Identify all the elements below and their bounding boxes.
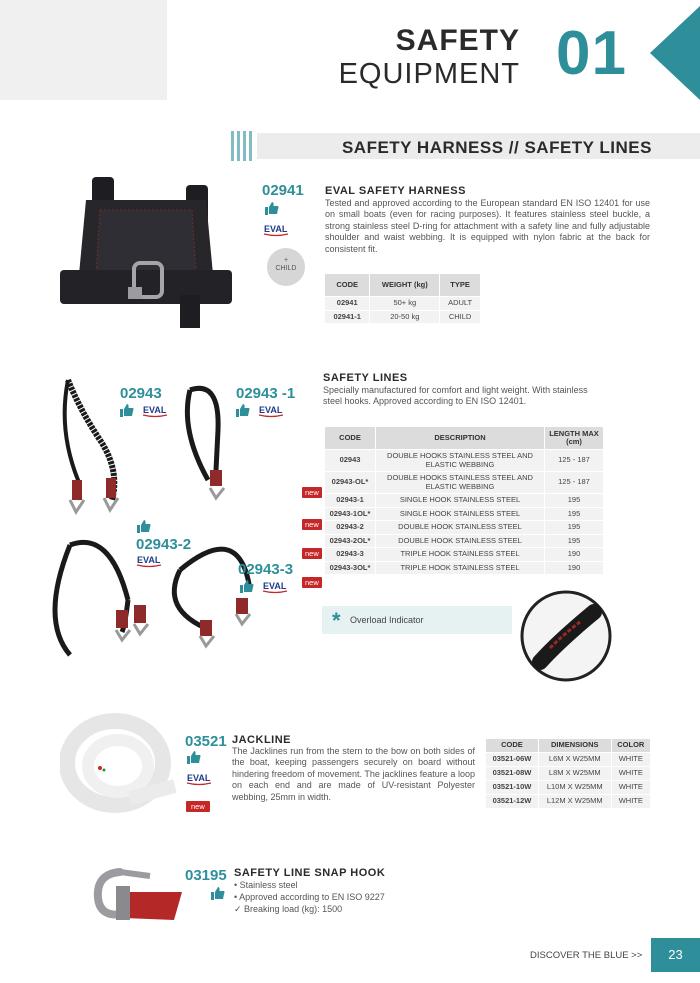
table-row: 02943-3 TRIPLE HOOK STAINLESS STEEL 190 bbox=[325, 548, 603, 561]
snap-hook-bullet-2: • Approved according to EN ISO 9227 bbox=[234, 892, 385, 902]
table-row: 03521-08W L8M X W25MM WHITE bbox=[486, 767, 650, 780]
banner-stripes bbox=[231, 131, 253, 161]
footer-tagline: DISCOVER THE BLUE >> bbox=[530, 950, 643, 961]
thumbs-up-icon bbox=[240, 579, 254, 593]
safety-lines-title: SAFETY LINES bbox=[323, 372, 408, 384]
line-code-02943-3: 02943-3 bbox=[238, 561, 294, 578]
safety-lines-table bbox=[324, 426, 604, 575]
thumbs-up-icon bbox=[120, 403, 134, 417]
jackline-description: The Jacklines run from the stern to the bow on both sides of the boat, keeping passengers securely on board without hindering freedom of movement. The jacklines feature a loop on each end and are made of UV-resistant Polyester webbing, 25mm in width. bbox=[232, 746, 475, 802]
eval-logo bbox=[263, 222, 289, 242]
thumbs-up-icon bbox=[137, 519, 151, 533]
eval-logo bbox=[262, 579, 288, 599]
harness-th-type: TYPE bbox=[440, 274, 480, 296]
harness-code: 02941 bbox=[262, 182, 304, 199]
page-number-box bbox=[651, 938, 700, 972]
harness-table bbox=[324, 273, 481, 324]
jackline-code: 03521 bbox=[185, 733, 227, 750]
page-number: 23 bbox=[668, 947, 683, 962]
section-banner bbox=[231, 131, 700, 161]
jackline-th-color: COLOR bbox=[612, 739, 650, 752]
section-title: SAFETY HARNESS // SAFETY LINES bbox=[341, 138, 652, 157]
line-code-02943: 02943 bbox=[120, 385, 162, 402]
table-row: 02943-3OL* TRIPLE HOOK STAINLESS STEEL 190 bbox=[325, 562, 603, 575]
lines-th-code: CODE bbox=[325, 427, 375, 449]
svg-text:EVAL: EVAL bbox=[263, 581, 287, 591]
lines-th-description: DESCRIPTION bbox=[376, 427, 544, 449]
snap-hook-title: SAFETY LINE SNAP HOOK bbox=[234, 867, 386, 879]
jackline-image bbox=[60, 708, 180, 823]
thumbs-up-icon bbox=[187, 750, 201, 764]
page-title-line1: SAFETY bbox=[395, 24, 520, 57]
jackline-th-dimensions: DIMENSIONS bbox=[539, 739, 611, 752]
svg-text:EVAL: EVAL bbox=[187, 773, 211, 783]
new-badge: new bbox=[302, 482, 322, 500]
table-row: 02943-1 SINGLE HOOK STAINLESS STEEL 195 bbox=[325, 494, 603, 507]
harness-th-weight: WEIGHT (kg) bbox=[370, 274, 439, 296]
table-row: 02941-1 20-50 kg CHILD bbox=[325, 311, 480, 324]
table-row: 02943-OL* DOUBLE HOOKS STAINLESS STEEL AND ELASTIC WEBBING 125 - 187 bbox=[325, 472, 603, 493]
svg-text:EVAL: EVAL bbox=[264, 224, 288, 234]
snap-hook-code: 03195 bbox=[185, 867, 227, 884]
line-code-02943-1: 02943 -1 bbox=[236, 385, 296, 402]
svg-text:EVAL: EVAL bbox=[137, 555, 161, 565]
eval-logo bbox=[186, 771, 212, 791]
table-row: 02943-2 DOUBLE HOOK STAINLESS STEEL 195 bbox=[325, 521, 603, 534]
new-badge: new bbox=[302, 514, 322, 532]
eval-logo bbox=[136, 553, 162, 573]
snap-hook-bullet-1: • Stainless steel bbox=[234, 880, 298, 890]
overload-label: Overload Indicator bbox=[350, 615, 424, 625]
chapter-number: 01 bbox=[556, 19, 627, 88]
overload-indicator-image bbox=[520, 590, 612, 682]
jackline-th-code: CODE bbox=[486, 739, 538, 752]
safety-harness-image bbox=[56, 175, 236, 330]
harness-description: Tested and approved according to the European standard EN ISO 12401 for use on small boats (even for racing purposes). It features stainless steel buckle, a strong stainless steel D-ring for attachment with a safety line and fully adjustable shoulder and waist webbing. It is equipped with nylon fabric at the back for consistent fit. bbox=[325, 198, 650, 254]
svg-text:EVAL: EVAL bbox=[143, 405, 167, 415]
new-badge: new bbox=[302, 543, 322, 561]
lines-th-length: LENGTH MAX (cm) bbox=[545, 427, 603, 449]
table-row: 02943 DOUBLE HOOKS STAINLESS STEEL AND ELASTIC WEBBING 125 - 187 bbox=[325, 450, 603, 471]
table-row: 03521-06W L6M X W25MM WHITE bbox=[486, 753, 650, 766]
table-row: 02943-2OL* DOUBLE HOOK STAINLESS STEEL 195 bbox=[325, 535, 603, 548]
new-badge: new bbox=[302, 572, 322, 590]
harness-title: EVAL SAFETY HARNESS bbox=[325, 185, 466, 197]
harness-th-code: CODE bbox=[325, 274, 369, 296]
table-row: 02943-1OL* SINGLE HOOK STAINLESS STEEL 195 bbox=[325, 508, 603, 521]
page-title-line2: EQUIPMENT bbox=[338, 58, 520, 90]
thumbs-up-icon bbox=[236, 403, 250, 417]
jackline-table bbox=[485, 738, 651, 809]
child-size-badge: + CHILD bbox=[267, 248, 305, 286]
thumbs-up-icon bbox=[265, 201, 279, 215]
chapter-arrow-icon bbox=[650, 6, 700, 100]
eval-logo bbox=[142, 403, 168, 423]
svg-text:EVAL: EVAL bbox=[259, 405, 283, 415]
jackline-title: JACKLINE bbox=[232, 734, 292, 746]
table-row: 03521-10W L10M X W25MM WHITE bbox=[486, 781, 650, 794]
asterisk-icon: * bbox=[332, 608, 341, 633]
eval-logo bbox=[258, 403, 284, 423]
snap-hook-image bbox=[90, 862, 188, 926]
safety-lines-description: Specially manufactured for comfort and light weight. With stainless steel hooks. Approved according to EN ISO 12401. bbox=[323, 385, 588, 407]
header-corner-block bbox=[0, 0, 167, 100]
overload-indicator-note bbox=[322, 606, 512, 634]
thumbs-up-icon bbox=[211, 886, 225, 900]
table-row: 03521-12W L12M X W25MM WHITE bbox=[486, 795, 650, 808]
table-row: 02941 50+ kg ADULT bbox=[325, 297, 480, 310]
line-code-02943-2: 02943-2 bbox=[136, 536, 192, 553]
new-badge: new bbox=[186, 796, 210, 814]
snap-hook-bullet-3: ✓ Breaking load (kg): 1500 bbox=[234, 904, 343, 914]
